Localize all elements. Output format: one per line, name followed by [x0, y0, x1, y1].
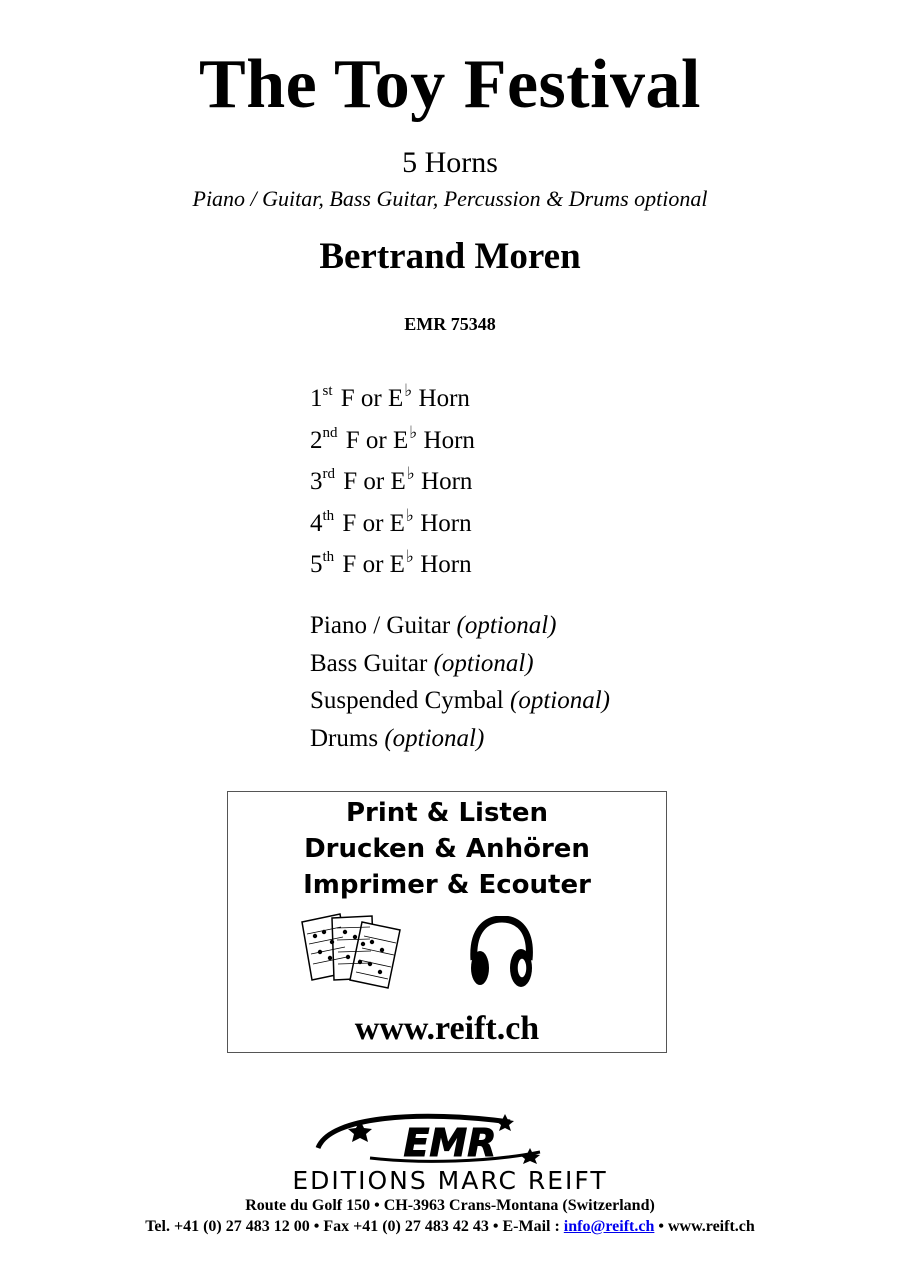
publisher-name: EDITIONS MARC REIFT — [292, 1166, 608, 1195]
promo-line-french: Imprimer & Ecouter — [303, 870, 591, 900]
promo-url[interactable]: www.reift.ch — [354, 1010, 540, 1047]
list-item: 3rd F or E♭ Horn — [310, 464, 473, 496]
flat-symbol: ♭ — [406, 464, 415, 485]
catalog-number: EMR 75348 — [404, 314, 496, 334]
optional-parts-list — [310, 607, 610, 757]
list-item: Suspended Cymbal (optional) — [310, 687, 610, 715]
email-link[interactable]: info@reift.ch — [563, 1218, 655, 1235]
publisher-contact: Tel. +41 (0) 27 483 12 00 • Fax +41 (0) 27 483 42 43 • E-Mail : info@reift.ch • www.reift.ch — [145, 1218, 755, 1235]
emr-logo — [300, 1108, 600, 1164]
page-title: The Toy Festival — [199, 46, 701, 123]
subtitle: 5 Horns — [402, 146, 498, 179]
list-item: 1st F or E♭ Horn — [310, 381, 470, 412]
promo-line-german: Drucken & Anhören — [304, 834, 590, 864]
print-listen-box — [227, 791, 667, 1053]
instrumentation-note: Piano / Guitar, Bass Guitar, Percussion & Drums optional — [192, 186, 708, 211]
list-item: 5th F or E♭ Horn — [310, 547, 472, 579]
flat-symbol: ♭ — [404, 381, 413, 401]
publisher-address: Route du Golf 150 • CH-3963 Crans-Montana (Switzerland) — [245, 1197, 655, 1214]
horn-parts-list — [310, 380, 475, 588]
flat-symbol: ♭ — [405, 505, 414, 526]
list-item: 2nd F or E♭ Horn — [310, 422, 475, 454]
composer-name: Bertrand Moren — [319, 236, 581, 277]
headphones-icon — [466, 916, 536, 992]
svg-text:EMR: EMR — [403, 1121, 497, 1164]
promo-line-english: Print & Listen — [345, 798, 549, 828]
list-item: Bass Guitar (optional) — [310, 649, 534, 677]
list-item: Drums (optional) — [310, 724, 485, 752]
flat-symbol: ♭ — [405, 547, 414, 568]
list-item: Piano / Guitar (optional) — [310, 612, 557, 639]
flat-symbol: ♭ — [409, 422, 418, 443]
sheet-music-icon — [300, 912, 410, 990]
list-item: 4th F or E♭ Horn — [310, 505, 472, 537]
